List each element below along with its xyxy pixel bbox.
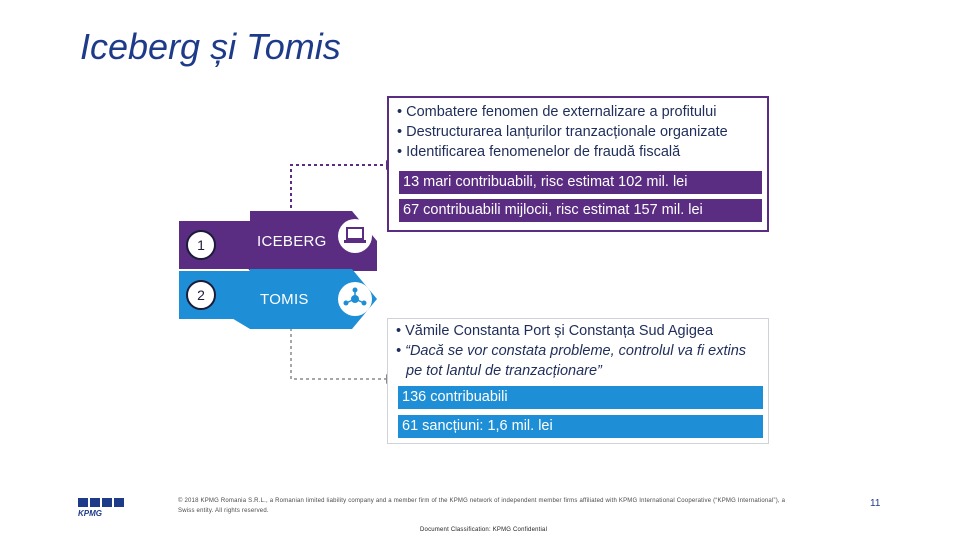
row-number-badge: 1	[186, 230, 216, 260]
kpmg-logo-text: KPMG	[78, 509, 102, 518]
iceberg-details-panel	[387, 96, 769, 232]
iceberg-stat-bar-large: 13 mari contribuabili, risc estimat 102 mil. lei	[399, 171, 762, 194]
tomis-stat-bar-sanctions: 61 sancțiuni: 1,6 mil. lei	[398, 415, 763, 438]
iceberg-bullet: • Combatere fenomen de externalizare a profitului	[395, 102, 763, 122]
tomis-bullet: • “Dacă se vor constata probleme, controlul va fi extins pe tot lantul de tranzacționare”	[394, 341, 764, 381]
tomis-stat-bar-contributors: 136 contribuabili	[398, 386, 763, 409]
tomis-details-panel	[387, 318, 769, 444]
bottom-connector-line	[286, 320, 396, 386]
iceberg-bullet: • Destructurarea lanțurilor tranzacționale organizate	[395, 122, 763, 142]
kpmg-logo	[78, 498, 124, 523]
tomis-bullet-list	[394, 321, 764, 381]
row-label-iceberg: ICEBERG	[257, 233, 327, 250]
tomis-bullet: • Vămile Constanta Port și Constanța Sud Agigea	[394, 321, 764, 341]
row-number-badge: 2	[186, 280, 216, 310]
iceberg-bullet: • Identificarea fenomenelor de fraudă fiscală	[395, 142, 763, 162]
page-title: Iceberg și Tomis	[80, 26, 341, 67]
laptop-icon	[338, 219, 372, 253]
iceberg-bullet-list	[395, 102, 763, 162]
row-label-tomis: TOMIS	[260, 291, 309, 308]
page-number: 11	[870, 498, 881, 509]
iceberg-stat-bar-medium: 67 contribuabili mijlocii, risc estimat 157 mil. lei	[399, 199, 762, 222]
network-icon	[338, 282, 372, 316]
copyright-notice: © 2018 KPMG Romania S.R.L., a Romanian limited liability company and a member firm of the KPMG network of independent member firms affiliated with KPMG International Cooperative (“KPMG International”), a Swiss entity. All rights reserved.	[178, 498, 786, 514]
document-classification: Document Classification: KPMG Confidential	[420, 527, 548, 533]
